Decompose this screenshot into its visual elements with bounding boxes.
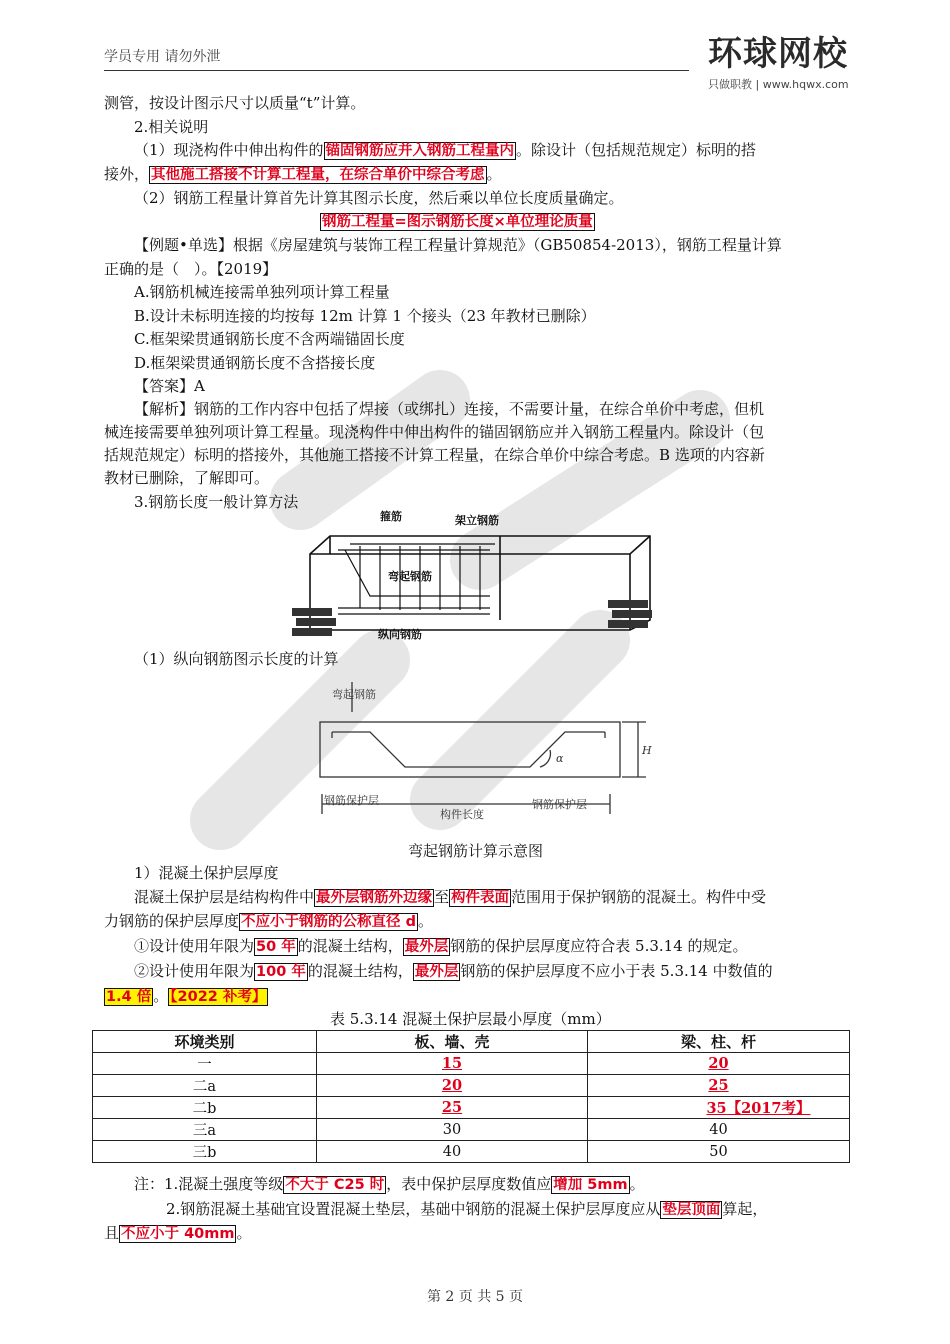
highlight-min-diameter: 不应小于钢筋的公称直径 d <box>241 914 416 930</box>
text-line: 力钢筋的保护层厚度 不应小于钢筋的公称直径 d 。 <box>104 912 433 930</box>
col-header-slab: 板、墙、壳 <box>317 1031 588 1053</box>
analysis-line: 械连接需要单独列项计算工程量。现浇构件中伸出构件的锚固钢筋应并入钢筋工程量内。除设计（包 <box>104 423 765 441</box>
section-heading: 3.钢筋长度一般计算方法 <box>134 493 299 511</box>
highlight-outermost: 最外层 <box>404 939 449 955</box>
highlight-c25: 不大于 C25 时 <box>285 1177 385 1193</box>
text-line: 1.4 倍 。 【2022 补考】 <box>106 987 267 1005</box>
label-cover-left: 钢筋保护层 <box>324 794 379 807</box>
exam-tag-2017: 【2017考】 <box>726 1100 811 1117</box>
col-header-beam: 梁、柱、杆 <box>588 1031 850 1053</box>
text-line: 接外， 其他施工搭接不计算工程量，在综合单价中综合考虑 。 <box>104 165 502 183</box>
bent-rebar-diagram <box>310 672 650 824</box>
label-erection-bar: 架立钢筋 <box>455 514 499 527</box>
text-line: （1）现浇构件中伸出构件的 锚固钢筋应并入钢筋工程量内 。除设计（包括规范规定）标明的搭 <box>134 141 757 159</box>
cover-thickness-table <box>92 1030 850 1163</box>
table-row: 二a 20 25 <box>93 1075 850 1097</box>
text-line: 混凝土保护层是结构构件中 最外层钢筋外边缘 至 构件表面 范围用于保护钢筋的混凝土。构件中受 <box>134 888 767 906</box>
label-longitudinal-bar: 纵向钢筋 <box>378 628 422 641</box>
header-divider <box>104 70 689 71</box>
logo-subtitle: 只做职教 | www.hqwx.com <box>708 78 849 91</box>
table-title: 表 5.3.14 混凝土保护层最小厚度（mm） <box>330 1010 611 1028</box>
highlight-40mm: 不应小于 40mm <box>121 1226 235 1242</box>
example-question-cont: 正确的是（ ）。【2019】 <box>104 260 278 278</box>
option-c: C.框架梁贯通钢筋长度不含两端锚固长度 <box>134 330 405 348</box>
exam-tag-2022: 【2022 补考】 <box>170 989 267 1005</box>
subsubsection-heading: 1）混凝土保护层厚度 <box>134 864 279 882</box>
formula: 钢筋工程量=图示钢筋长度×单位理论质量 <box>322 214 593 230</box>
highlight-outermost: 最外层 <box>414 964 459 980</box>
highlight-add-5mm: 增加 5mm <box>553 1177 628 1193</box>
highlight-anchor-rebar: 锚固钢筋应并入钢筋工程量内 <box>325 143 515 159</box>
example-question: 【例题•单选】根据《房屋建筑与装饰工程工程量计算规范》（GB50854-2013），钢筋工程量计算 <box>134 236 782 254</box>
text-line: ①设计使用年限为 50 年 的混凝土结构， 最外层 钢筋的保护层厚度应符合表 5.3.14 的规定。 <box>134 937 748 955</box>
note-line: 2.钢筋混凝土基础宜设置混凝土垫层，基础中钢筋的混凝土保护层厚度应从 垫层顶面 算起， <box>166 1200 768 1218</box>
figure-caption: 弯起钢筋计算示意图 <box>408 842 544 860</box>
option-a: A.钢筋机械连接需单独列项计算工程量 <box>134 283 390 301</box>
table-row: 一 15 20 <box>93 1053 850 1075</box>
logo-title: 环球网校 <box>708 34 848 74</box>
table-row: 三b 40 50 <box>93 1141 850 1163</box>
text-line: （2）钢筋工程量计算首先计算其图示长度，然后乘以单位长度质量确定。 <box>134 189 624 207</box>
page-number: 第 2 页 共 5 页 <box>426 1289 524 1305</box>
section-heading: 2.相关说明 <box>134 118 209 136</box>
label-cover-right: 钢筋保护层 <box>532 798 587 811</box>
label-angle: α <box>556 752 564 765</box>
label-stirrup: 箍筋 <box>380 510 402 523</box>
subsection-heading: （1）纵向钢筋图示长度的计算 <box>134 650 339 668</box>
highlight-splice-rule: 其他施工搭接不计算工程量，在综合单价中综合考虑 <box>151 167 485 183</box>
note-line: 且 不应小于 40mm 。 <box>104 1224 252 1242</box>
text-line: ②设计使用年限为 100 年 的混凝土结构， 最外层 钢筋的保护层厚度不应小于表 5.3.14 中数值的 <box>134 962 773 980</box>
analysis-line: 括规范规定）标明的搭接外，其他施工搭接不计算工程量，在综合单价中综合考虑。B 选项的内容新 <box>104 446 765 464</box>
note-line: 注：1.混凝土强度等级 不大于 C25 时 ，表中保护层厚度数值应 增加 5mm 。 <box>134 1175 645 1193</box>
analysis-line: 教材已删除，了解即可。 <box>104 469 270 487</box>
label-bent-bar-top: 弯起钢筋 <box>332 688 376 701</box>
analysis-line: 【解析】钢筋的工作内容中包括了焊接（或绑扎）连接，不需要计量，在综合单价中考虑，但机 <box>134 400 765 418</box>
option-b: B.设计未标明连接的均按每 12m 计算 1 个接头（23 年教材已删除） <box>134 307 596 325</box>
beam-rebar-figure <box>290 510 670 645</box>
highlight-outer-edge: 最外层钢筋外边缘 <box>316 890 433 906</box>
highlight-member-surface: 构件表面 <box>451 890 510 906</box>
option-d: D.框架梁贯通钢筋长度不含搭接长度 <box>134 354 376 372</box>
label-member-length: 构件长度 <box>440 808 484 821</box>
label-bent-bar: 弯起钢筋 <box>388 570 432 583</box>
table-row: 二b 25 35【2017考】 <box>93 1097 850 1119</box>
highlight-100-years: 100 年 <box>256 964 306 980</box>
table-header-row <box>93 1031 850 1053</box>
brand-logo <box>708 34 849 92</box>
col-header-env: 环境类别 <box>93 1031 317 1053</box>
label-height: H <box>642 744 652 757</box>
highlight-1-4-times: 1.4 倍 <box>106 989 152 1005</box>
header-confidential-text: 学员专用 请勿外泄 <box>104 49 221 65</box>
answer: 【答案】A <box>134 377 205 395</box>
table-row: 三a 30 40 <box>93 1119 850 1141</box>
highlight-cushion-top: 垫层顶面 <box>662 1202 721 1218</box>
text-line: 测管，按设计图示尺寸以质量“t”计算。 <box>104 94 366 112</box>
highlight-50-years: 50 年 <box>256 939 296 955</box>
